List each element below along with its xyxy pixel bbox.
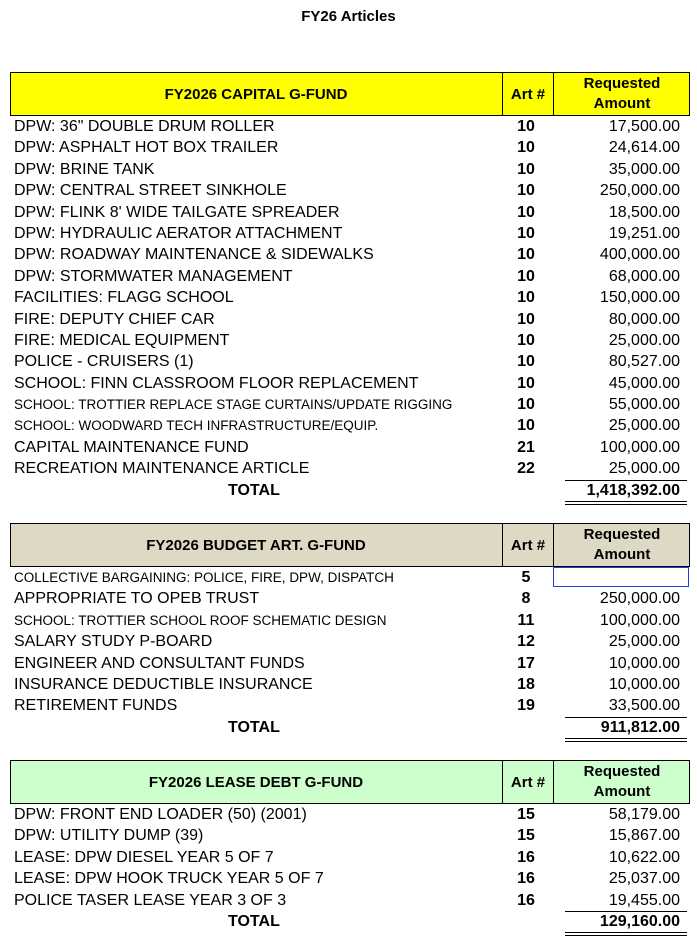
amount-cell: 55,000.00 xyxy=(608,396,680,414)
item-name-cell: FIRE: DEPUTY CHIEF CAR xyxy=(14,310,215,328)
art-column-header: Art # xyxy=(502,761,554,803)
amount-cell: 19,455.00 xyxy=(608,891,680,909)
article-number-cell: 10 xyxy=(517,182,535,200)
item-name-cell: DPW: BRINE TANK xyxy=(14,160,155,178)
item-name-cell: RECREATION MAINTENANCE ARTICLE xyxy=(14,460,310,478)
amount-cell: 35,000.00 xyxy=(608,160,680,178)
double-underline xyxy=(565,738,687,742)
article-number-cell: 10 xyxy=(517,118,535,135)
art-column-header: Art # xyxy=(502,524,554,566)
table-row xyxy=(10,695,690,716)
table-row xyxy=(10,437,690,458)
capital-section xyxy=(10,72,690,502)
item-name-cell: DPW: CENTRAL STREET SINKHOLE xyxy=(14,182,287,200)
budget-section xyxy=(10,523,690,739)
table-row xyxy=(10,116,690,137)
item-name-cell: SCHOOL: TROTTIER SCHOOL ROOF SCHEMATIC DESIGN xyxy=(14,612,387,628)
amount-cell: 400,000.00 xyxy=(599,246,680,264)
amount-cell: 19,251.00 xyxy=(608,224,680,242)
table-row xyxy=(10,804,690,825)
table-row xyxy=(10,244,690,265)
section-header xyxy=(10,760,690,804)
article-number-cell: 10 xyxy=(517,246,535,264)
item-name-cell: DPW: UTILITY DUMP (39) xyxy=(14,827,204,845)
item-name-cell: DPW: 36" DOUBLE DRUM ROLLER xyxy=(14,118,275,135)
total-label: TOTAL xyxy=(228,718,280,736)
selected-amount-cell[interactable] xyxy=(553,567,689,587)
item-name-cell: DPW: ROADWAY MAINTENANCE & SIDEWALKS xyxy=(14,246,374,264)
table-row xyxy=(10,610,690,631)
article-number-cell: 10 xyxy=(517,396,535,414)
amount-cell: 25,000.00 xyxy=(608,331,680,349)
article-number-cell: 18 xyxy=(517,675,535,693)
article-number-cell: 16 xyxy=(517,848,535,866)
amount-cell: 25,037.00 xyxy=(608,870,680,888)
item-name-cell: FIRE: MEDICAL EQUIPMENT xyxy=(14,331,230,349)
item-name-cell: SALARY STUDY P-BOARD xyxy=(14,633,213,651)
item-name-cell: SCHOOL: WOODWARD TECH INFRASTRUCTURE/EQUIP. xyxy=(14,418,379,434)
article-number-cell: 10 xyxy=(517,331,535,349)
lease-debt-section xyxy=(10,760,690,933)
amount-cell: 15,867.00 xyxy=(608,827,680,845)
table-row xyxy=(10,309,690,330)
amount-cell: 250,000.00 xyxy=(599,590,680,608)
amount-cell: 17,500.00 xyxy=(608,118,680,135)
item-name-cell: DPW: STORMWATER MANAGEMENT xyxy=(14,267,293,285)
article-number-cell: 17 xyxy=(517,654,535,672)
table-row xyxy=(10,266,690,287)
table-row xyxy=(10,394,690,415)
article-number-cell: 15 xyxy=(517,806,535,823)
article-number-cell: 10 xyxy=(517,203,535,221)
item-name-cell: RETIREMENT FUNDS xyxy=(14,697,178,715)
article-number-cell: 10 xyxy=(517,139,535,157)
article-number-cell: 10 xyxy=(517,289,535,307)
item-name-cell: LEASE: DPW DIESEL YEAR 5 OF 7 xyxy=(14,848,274,866)
item-name-cell: APPROPRIATE TO OPEB TRUST xyxy=(14,590,260,608)
article-number-cell: 10 xyxy=(517,224,535,242)
amount-cell: 25,000.00 xyxy=(608,460,680,478)
total-label: TOTAL xyxy=(228,912,280,930)
amount-cell: 10,000.00 xyxy=(608,675,680,693)
table-row xyxy=(10,825,690,846)
table-row xyxy=(10,159,690,180)
item-name-cell: COLLECTIVE BARGAINING: POLICE, FIRE, DPW, DISPATCH xyxy=(14,570,394,585)
table-row xyxy=(10,868,690,889)
amount-cell: 100,000.00 xyxy=(599,611,680,629)
section-header xyxy=(10,72,690,116)
amount-cell: 24,614.00 xyxy=(608,139,680,157)
amount-cell: 80,527.00 xyxy=(608,353,680,371)
section-title: FY2026 LEASE DEBT G-FUND xyxy=(148,773,364,791)
total-amount: 911,812.00 xyxy=(600,718,680,736)
article-number-cell: 5 xyxy=(521,569,531,586)
article-number-cell: 22 xyxy=(517,460,535,478)
amount-cell: 25,000.00 xyxy=(608,417,680,435)
article-number-cell: 10 xyxy=(517,310,535,328)
section-title: FY2026 BUDGET ART. G-FUND xyxy=(146,536,366,554)
item-name-cell: POLICE TASER LEASE YEAR 3 OF 3 xyxy=(14,891,287,909)
table-row xyxy=(10,458,690,479)
table-row xyxy=(10,287,690,308)
total-row xyxy=(10,480,690,502)
amount-cell: 33,500.00 xyxy=(608,697,680,715)
table-row xyxy=(10,223,690,244)
table-row xyxy=(10,180,690,201)
amount-cell: 45,000.00 xyxy=(608,374,680,392)
table-row xyxy=(10,415,690,436)
table-row xyxy=(10,588,690,609)
table-row xyxy=(10,674,690,695)
amount-cell: 250,000.00 xyxy=(599,182,680,200)
amount-cell: 68,000.00 xyxy=(608,267,680,285)
article-number-cell: 15 xyxy=(517,827,535,845)
item-name-cell: DPW: FRONT END LOADER (50) (2001) xyxy=(14,806,307,823)
item-name-cell: INSURANCE DEDUCTIBLE INSURANCE xyxy=(14,675,313,693)
double-underline xyxy=(565,932,687,936)
amount-cell: 10,000.00 xyxy=(608,654,680,672)
article-number-cell: 10 xyxy=(517,417,535,435)
amount-column-header: Requested Amount xyxy=(583,763,661,800)
total-label: TOTAL xyxy=(228,481,280,499)
item-name-cell: ENGINEER AND CONSULTANT FUNDS xyxy=(14,654,305,672)
total-amount: 1,418,392.00 xyxy=(586,481,680,499)
table-row xyxy=(10,847,690,868)
amount-cell: 18,500.00 xyxy=(608,203,680,221)
article-number-cell: 19 xyxy=(517,697,535,715)
amount-cell: 80,000.00 xyxy=(608,310,680,328)
total-amount: 129,160.00 xyxy=(599,912,680,930)
article-number-cell: 16 xyxy=(517,891,535,909)
article-number-cell: 16 xyxy=(517,870,535,888)
table-row xyxy=(10,330,690,351)
item-name-cell: FACILITIES: FLAGG SCHOOL xyxy=(14,289,234,307)
item-name-cell: SCHOOL: TROTTIER REPLACE STAGE CURTAINS/UPDATE RIGGING xyxy=(14,397,453,413)
amount-cell: 58,179.00 xyxy=(608,806,680,823)
amount-column-header: Requested Amount xyxy=(583,526,661,563)
table-row xyxy=(10,631,690,652)
item-name-cell: LEASE: DPW HOOK TRUCK YEAR 5 OF 7 xyxy=(14,870,324,888)
amount-cell: 150,000.00 xyxy=(599,289,680,307)
item-name-cell: CAPITAL MAINTENANCE FUND xyxy=(14,438,249,456)
table-row xyxy=(10,373,690,394)
amount-column-header: Requested Amount xyxy=(583,75,661,112)
page-title: FY26 Articles xyxy=(301,8,396,25)
article-number-cell: 10 xyxy=(517,353,535,371)
article-number-cell: 12 xyxy=(517,633,535,651)
table-row xyxy=(10,653,690,674)
article-number-cell: 11 xyxy=(517,611,535,629)
total-row xyxy=(10,717,690,739)
table-row xyxy=(10,137,690,158)
article-number-cell: 10 xyxy=(517,160,535,178)
art-column-header: Art # xyxy=(502,73,554,115)
item-name-cell: DPW: ASPHALT HOT BOX TRAILER xyxy=(14,139,279,157)
table-row xyxy=(10,202,690,223)
total-row xyxy=(10,911,690,933)
amount-cell: 25,000.00 xyxy=(608,633,680,651)
table-row xyxy=(10,567,690,588)
article-number-cell: 8 xyxy=(521,590,531,608)
double-underline xyxy=(565,501,687,505)
amount-cell: 10,622.00 xyxy=(608,848,680,866)
table-row xyxy=(10,890,690,911)
section-title: FY2026 CAPITAL G-FUND xyxy=(164,85,348,103)
article-number-cell: 21 xyxy=(517,438,535,456)
item-name-cell: POLICE - CRUISERS (1) xyxy=(14,353,194,371)
table-row xyxy=(10,351,690,372)
amount-cell: 100,000.00 xyxy=(599,438,680,456)
item-name-cell: SCHOOL: FINN CLASSROOM FLOOR REPLACEMENT xyxy=(14,374,419,392)
item-name-cell: DPW: HYDRAULIC AERATOR ATTACHMENT xyxy=(14,224,343,242)
item-name-cell: DPW: FLINK 8' WIDE TAILGATE SPREADER xyxy=(14,203,340,221)
section-header xyxy=(10,523,690,567)
article-number-cell: 10 xyxy=(517,374,535,392)
article-number-cell: 10 xyxy=(517,267,535,285)
